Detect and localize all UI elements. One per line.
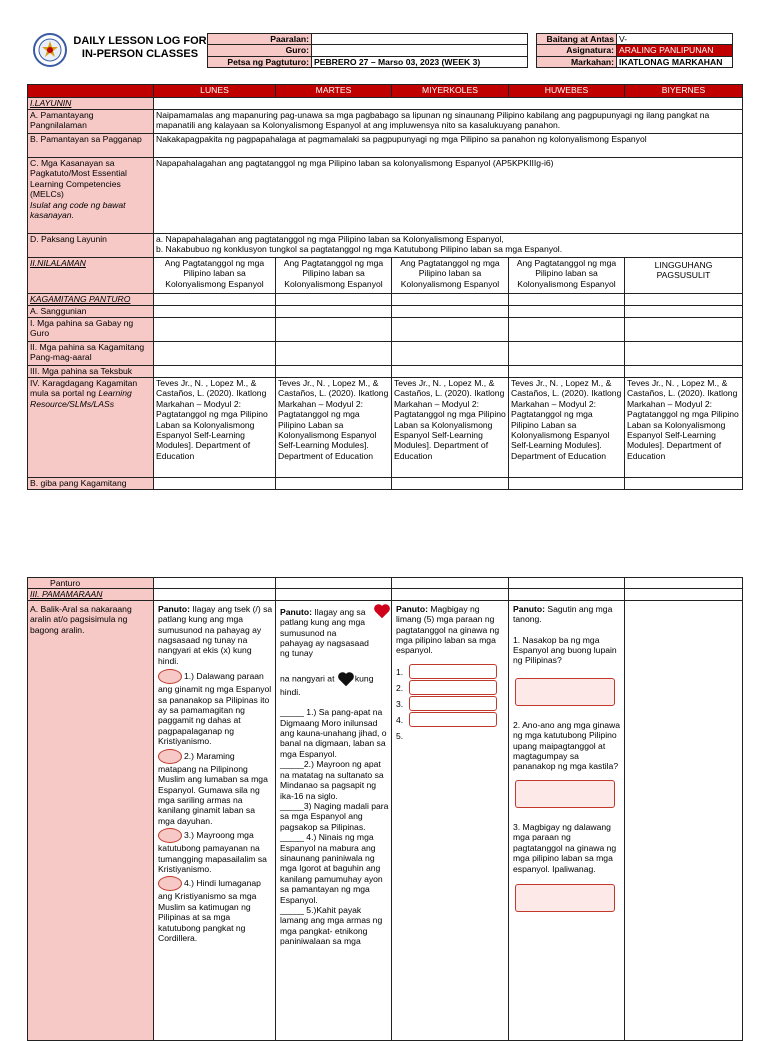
miyerkoles-panuto [396, 604, 506, 656]
martes-panuto-label: Panuto: [280, 606, 312, 617]
reference-huwebes: Teves Jr., N. , Lopez M., & Castaños, L. (2020). Ikatlong Markahan – Modyul 2: Pagtatanggol ng mga Pilipino Laban sa Kolonyalismong Espanyol Self-Learning Modules]. Department of Education [509, 378, 625, 478]
martes-item-3: _____3) Naging madali para sa mga Espanyol ang pagsakop sa Pilipinas. [280, 800, 389, 832]
miyerkoles-procedure [392, 600, 509, 1040]
paaralan-field[interactable] [312, 34, 528, 45]
nilalaman-biyernes: LINGGUHANG PAGSUSULIT [625, 258, 743, 294]
huwebes-answer-box-1[interactable] [515, 678, 615, 706]
paksang-layunin-label: D. Paksang Layunin [28, 234, 154, 258]
lunes-panuto-text: Ilagay ang tsek (/) sa patlang kung ang mga sumusunod na pahayag ay nagsasaad ng tunay na nangyari at ekis (x) kung hindi. [158, 603, 273, 666]
sanggunian-label: A. Sanggunian [28, 306, 154, 318]
miyerkoles-panuto-text: Magbigay ng limang (5) mga paraan ng pagtatanggol na ginawa ng mga pilipino laban sa mga espanyol. [396, 603, 500, 656]
pamantayang-pangnilalaman-text: Naipamamalas ang mapanuring pag-unawa sa mga pagbabago sa lipunan ng sinaunang Pilipino kabilang ang pagpupunyagi ng ilang pangkat na mapanatili ang kalayaan sa Kolonyalismong Espanyol at ang impluwensya nito sa kasalukuyang panahon. [154, 110, 743, 134]
answer-box-5[interactable] [409, 729, 495, 742]
title-line-1: DAILY LESSON LOG FOR [73, 35, 207, 47]
day-header-huwebes: HUWEBES [509, 85, 625, 98]
layunin-heading: I.LAYUNIN [28, 98, 154, 110]
baitang-field[interactable]: V- [617, 34, 733, 45]
miyerkoles-panuto-label: Panuto: [396, 603, 428, 614]
huwebes-panuto [513, 604, 622, 625]
petsa-label: Petsa ng Pagtuturo: [208, 56, 312, 67]
reference-martes: Teves Jr., N. , Lopez M., & Castaños, L. (2020). Ikatlong Markahan – Modyul 2: Pagtatanggol ng mga Pilipino Laban sa Kolonyalismong Espanyol Self-Learning Modules]. Department of Education [276, 378, 392, 478]
answer-number: 4. [396, 714, 404, 725]
kasanayan-label-cell [28, 158, 154, 234]
answer-number: 2. [396, 682, 404, 693]
nilalaman-lunes: Ang Pagtatanggol ng mga Pilipino laban sa Kolonyalismong Espanyol [154, 258, 276, 294]
huwebes-question-3: 3. Magbigay ng dalawang mga paraan ng pagtatanggol na ginawa ng mga pilipino laban sa mga espanyol. Ipaliwanag. [513, 821, 617, 874]
biyernes-procedure [625, 600, 743, 1040]
black-heart-icon [337, 671, 355, 687]
asignatura-field[interactable]: ARALING PANLIPUNAN [617, 45, 733, 56]
lunes-item-4-text: 4.) Hindi lumaganap ang Kristiyanismo sa mga Muslim sa katimugan ng Pilipinas at sa mga katutubong pangkat ng Cordillera. [158, 878, 261, 943]
header-left-table [207, 33, 528, 68]
answer-oval-4[interactable] [158, 876, 182, 891]
martes-nangyari-text: na nangyari at [280, 673, 335, 684]
document-title [70, 35, 210, 61]
kagamitang-aaral-label: II. Mga pahina sa Kagamitang Pang-mag-aaral [28, 342, 154, 366]
asignatura-label: Asignatura: [537, 45, 617, 56]
huwebes-procedure [509, 600, 625, 1040]
martes-item-1: _____ 1.) Sa pang-apat na Digmaang Moro inilunsad ang kauna-unahang jihad, o banal na digmaan, laban sa mga Espanyol. [280, 707, 387, 759]
kasanayan-label: C. Mga Kasanayan sa Pagkatuto/Most Essential Learning Competencies (MELCs) [30, 158, 127, 200]
nilalaman-martes: Ang Pagtatanggol ng mga Pilipino laban sa Kolonyalismong Espanyol [276, 258, 392, 294]
lunes-procedure [154, 600, 276, 1040]
teksbuk-label: III. Mga pahina sa Teksbuk [28, 366, 154, 378]
lunes-item-3-text: 3.) Mayroong mga katutubong pamayanan na tumangging mapasailalim sa Kristiyanismo. [158, 829, 267, 874]
deped-seal [33, 33, 67, 67]
lunes-item-3 [158, 828, 273, 874]
answer-box-2[interactable] [409, 680, 497, 695]
iba-pang-kagamitan-label: B. giba pang Kagamitang [28, 478, 154, 490]
lunes-item-4 [158, 876, 273, 943]
nilalaman-heading: II.NILALAMAN [28, 258, 154, 294]
markahan-field[interactable]: IKATLONAG MARKAHAN [617, 56, 733, 67]
martes-item-5: _____ 5.)Kahit payak lamang ang mga armas ng mga pangkat- etnikong paniniwalaan sa mga [280, 904, 383, 947]
paksang-layunin-a: a. Napapahalagahan ang pagtatanggol ng mga Pilipino laban sa Kolonyalismong Espanyol, [156, 234, 504, 244]
miyerkoles-answer-row-3 [396, 696, 506, 712]
guro-field[interactable] [312, 45, 528, 56]
answer-number: 5. [396, 730, 404, 741]
answer-box-3[interactable] [409, 696, 497, 711]
header-right-table [536, 33, 733, 68]
nilalaman-miyerkoles: Ang Pagtatanggol ng mga Pilipino laban sa Kolonyalismong Espanyol [392, 258, 509, 294]
martes-panuto-text: Ilagay ang sa patlang kung ang mga sumusunod na pahayag ay nagsasaad ng tunay [280, 606, 369, 659]
huwebes-panuto-label: Panuto: [513, 603, 545, 614]
miyerkoles-answer-row-4 [396, 712, 506, 728]
answer-oval-1[interactable] [158, 669, 182, 684]
pamamaraan-heading: III. PAMAMARAAN [28, 589, 154, 600]
answer-oval-2[interactable] [158, 749, 182, 764]
martes-kung-text: kung hindi. [280, 673, 374, 697]
miyerkoles-answer-list [396, 664, 506, 744]
kasanayan-note: Isulat ang code ng bawat kasanayan. [30, 199, 126, 221]
petsa-field[interactable]: PEBRERO 27 – Marso 03, 2023 (WEEK 3) [312, 56, 528, 67]
lunes-panuto [158, 604, 273, 666]
huwebes-answer-box-3[interactable] [515, 884, 615, 912]
pamantayang-pangnilalaman-label: A. Pamantayang Pangnilalaman [28, 110, 154, 134]
martes-panuto [280, 607, 389, 659]
baitang-label: Baitang at Antas [537, 34, 617, 45]
lunes-item-2 [158, 749, 273, 826]
huwebes-answer-box-2[interactable] [515, 780, 615, 808]
kasanayan-text: Napapahalagahan ang pagtatanggol ng mga Pilipino laban sa kolonyalismong Espanyol (AP5KPKIIIg-i6) [154, 158, 743, 234]
huwebes-panuto-text: Sagutin ang mga tanong. [513, 603, 613, 625]
miyerkoles-answer-row-2 [396, 680, 506, 696]
guro-label: Guro: [208, 45, 312, 56]
miyerkoles-answer-row-1 [396, 664, 506, 680]
red-heart-icon [373, 603, 391, 619]
lunes-item-1-text: 1.) Dalawang paraan ang ginamit ng mga Espanyol sa pananakop sa Pilipinas ito ay sa pamamagitan ng paggamit ng dahas at pagpapalaganap ng Kristiyanismo. [158, 671, 272, 747]
pamantayan-pagganap-text: Nakakapagpakita ng pagpapahalaga at pagmamalaki sa pagpupunyagi ng mga Pilipino sa panahon ng kolonyalismong Espanyol [154, 134, 743, 158]
answer-number: 1. [396, 666, 404, 677]
panturo-text: Panturo [50, 578, 81, 588]
answer-box-4[interactable] [409, 712, 497, 727]
lesson-log-table-bottom [27, 577, 743, 1041]
answer-oval-3[interactable] [158, 828, 182, 843]
markahan-label: Markahan: [537, 56, 617, 67]
day-header-miyerkoles: MIYERKOLES [392, 85, 509, 98]
karagdagang-kagamitan-portal: Learning Resource/SLMs/LASs [30, 388, 132, 409]
answer-box-1[interactable] [409, 664, 497, 679]
day-header-biyernes: BIYERNES [625, 85, 743, 98]
nilalaman-huwebes: Ang Pagtatanggol ng mga Pilipino laban sa Kolonyalismong Espanyol [509, 258, 625, 294]
martes-procedure [276, 600, 392, 1040]
martes-item-4: _____ 4.) Ninais ng mga Espanyol na mabura ang sinaunang paniniwala ng mga Igorot at baguhin ang kanilang pamumuhay ayon sa pamantayan ng mga Espanyol. [280, 832, 383, 905]
martes-nangyari [280, 671, 389, 697]
balik-aral-label: A. Balik-Aral sa nakaraang aralin at/o pagsisimula ng bagong aralin. [28, 600, 154, 1040]
day-header-row [28, 85, 743, 98]
martes-item-2: _____2.) Mayroon ng apat na matatag na sultanato sa Mindanao sa pagsapit ng ika-16 na siglo. [280, 759, 384, 801]
answer-number: 3. [396, 698, 404, 709]
lunes-panuto-label: Panuto: [158, 603, 190, 614]
paksang-layunin-cell [154, 234, 743, 258]
miyerkoles-answer-row-5 [396, 728, 506, 744]
karagdagang-kagamitan-label: IV. Karagdagang Kagamitan mula sa portal ng [30, 378, 138, 399]
kagamitan-heading: KAGAMITANG PANTURO [28, 294, 154, 306]
gabay-guro-label: I. Mga pahina sa Gabay ng Guro [28, 318, 154, 342]
paaralan-label: Paaralan: [208, 34, 312, 45]
lunes-item-2-text: 2.) Maraming matapang na Pilipinong Muslim ang lumaban sa mga Espanyol. Gumawa sila ng mga sariling armas na kanilang ginamit laban sa mga dayuhan. [158, 750, 268, 826]
lesson-log-table-top [27, 84, 743, 490]
reference-lunes: Teves Jr., N. , Lopez M., & Castaños, L. (2020). Ikatlong Markahan – Modyul 2: Pagtatanggol ng mga Pilipino Laban sa Kolonyalismong Espanyol Self-Learning Modules]. Department of Education [154, 378, 276, 478]
title-line-2: IN-PERSON CLASSES [81, 48, 199, 60]
lunes-item-1 [158, 669, 273, 746]
reference-miyerkoles: Teves Jr., N. , Lopez M., & Castaños, L. (2020). Ikatlong Markahan – Modyul 2: Pagtatanggol ng mga Pilipino Laban sa Kolonyalismong Espanyol Self-Learning Modules]. Department of Education [392, 378, 509, 478]
pamantayan-pagganap-label: B. Pamantayan sa Pagganap [28, 134, 154, 158]
paksang-layunin-b: b. Nakabubuo ng konklusyon tungkol sa pagtatanggol ng mga Katutubong Pilipino laban sa mga Espanyol. [156, 244, 563, 255]
reference-biyernes: Teves Jr., N. , Lopez M., & Castaños, L. (2020). Ikatlong Markahan – Modyul 2: Pagtatanggol ng mga Pilipino Laban sa Kolonyalismong Espanyol Self-Learning Modules]. Department of Education [625, 378, 743, 478]
panturo-label [28, 578, 154, 589]
huwebes-question-2: 2. Ano-ano ang mga ginawa ng mga katutubong Pilipino upang maipagtanggol at magtagumpay sa pananakop ng mga kastila? [513, 719, 621, 772]
day-header-lunes: LUNES [154, 85, 276, 98]
karagdagang-kagamitan-cell [28, 378, 154, 478]
huwebes-question-1: 1. Nasakop ba ng mga Espanyol ang buong lupain ng Pilipinas? [513, 634, 617, 666]
day-header-martes: MARTES [276, 85, 392, 98]
